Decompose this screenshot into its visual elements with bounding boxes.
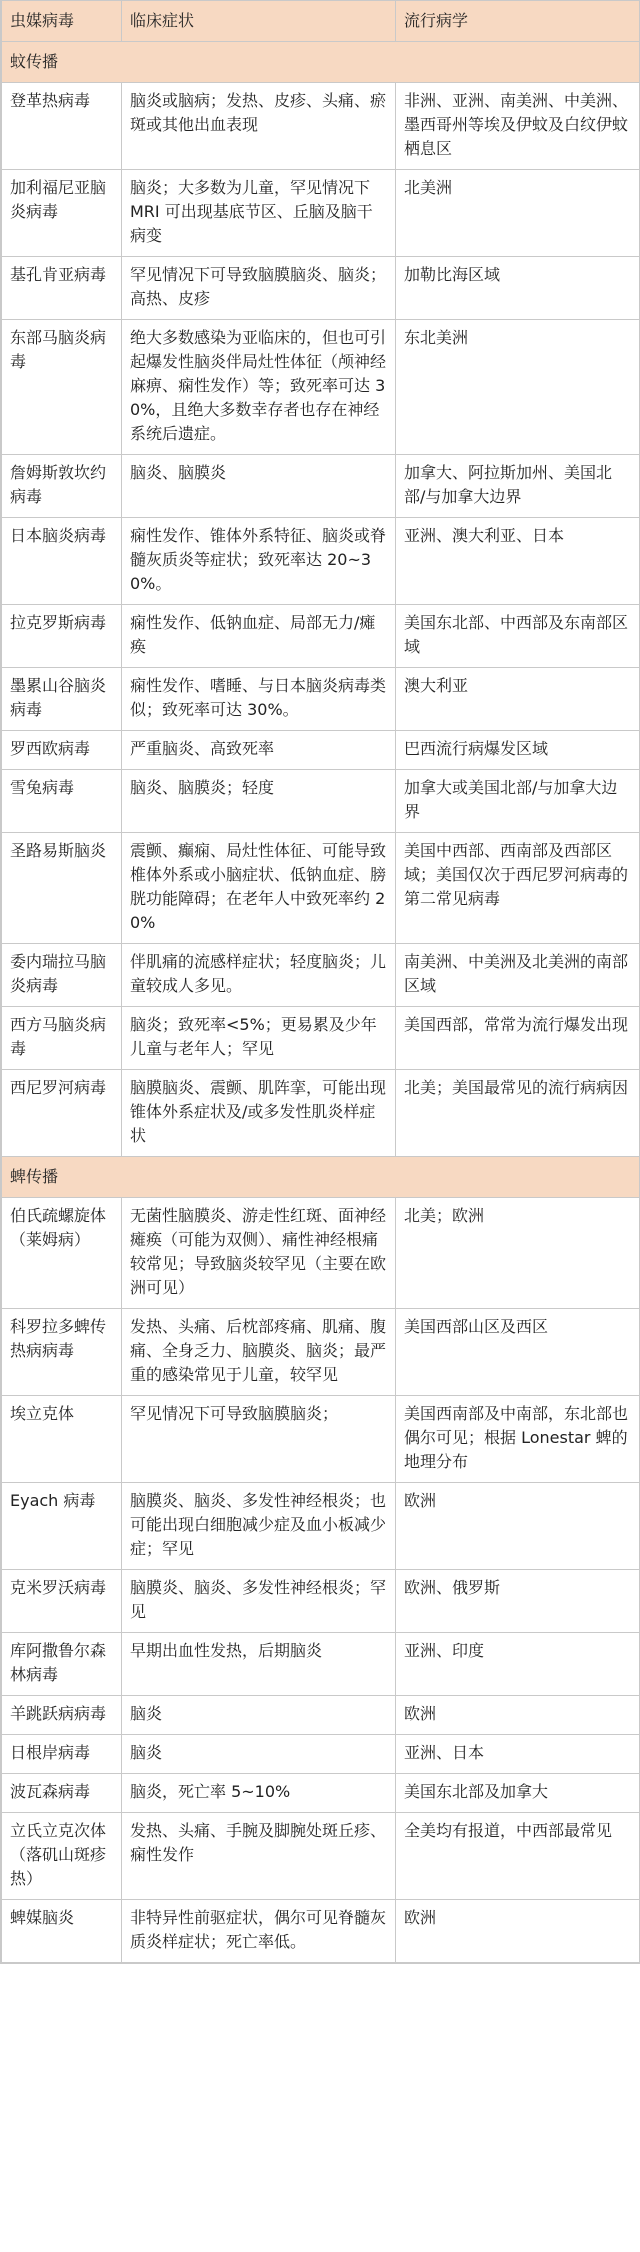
table-row: [2, 83, 640, 170]
cell-epidemiology: 北美洲: [396, 170, 640, 257]
cell-symptoms: 震颤、癫痫、局灶性体征、可能导致椎体外系或小脑症状、低钠血症、膀胱功能障碍；在老年人中致死率约 20%: [122, 833, 396, 944]
cell-virus: 雪兔病毒: [2, 770, 122, 833]
table-row: [2, 1007, 640, 1070]
cell-symptoms: 脑炎或脑病；发热、皮疹、头痛、瘀斑或其他出血表现: [122, 83, 396, 170]
cell-virus: 日根岸病毒: [2, 1735, 122, 1774]
cell-symptoms: 痫性发作、嗜睡、与日本脑炎病毒类似；致死率可达 30%。: [122, 668, 396, 731]
cell-symptoms: 早期出血性发热，后期脑炎: [122, 1633, 396, 1696]
cell-symptoms: 伴肌痛的流感样症状；轻度脑炎；儿童较成人多见。: [122, 944, 396, 1007]
cell-symptoms: 严重脑炎、高致死率: [122, 731, 396, 770]
table-row: [2, 1774, 640, 1813]
section-title: 蚊传播: [2, 42, 640, 83]
header-symptoms: 临床症状: [122, 1, 396, 42]
cell-epidemiology: 欧洲: [396, 1900, 640, 1963]
cell-epidemiology: 加拿大、阿拉斯加州、美国北部/与加拿大边界: [396, 455, 640, 518]
table-row: [2, 1633, 640, 1696]
cell-virus: 西方马脑炎病毒: [2, 1007, 122, 1070]
cell-symptoms: 无菌性脑膜炎、游走性红斑、面神经瘫痪（可能为双侧）、痛性神经根痛较常见；导致脑炎较罕见（主要在欧洲可见）: [122, 1198, 396, 1309]
arbovirus-table: [1, 0, 640, 1963]
table-row: [2, 1198, 640, 1309]
cell-virus: 羊跳跃病病毒: [2, 1696, 122, 1735]
section-row: [2, 42, 640, 83]
table-row: [2, 1570, 640, 1633]
table-row: [2, 731, 640, 770]
cell-virus: 立氏立克次体（落矶山斑疹热）: [2, 1813, 122, 1900]
table-row: [2, 770, 640, 833]
table-row: [2, 518, 640, 605]
cell-epidemiology: 北美；欧洲: [396, 1198, 640, 1309]
cell-epidemiology: 美国中西部、西南部及西部区域；美国仅次于西尼罗河病毒的第二常见病毒: [396, 833, 640, 944]
cell-symptoms: 痫性发作、低钠血症、局部无力/瘫痪: [122, 605, 396, 668]
header-epidemiology: 流行病学: [396, 1, 640, 42]
cell-symptoms: 罕见情况下可导致脑膜脑炎；: [122, 1396, 396, 1483]
cell-symptoms: 脑炎、脑膜炎: [122, 455, 396, 518]
cell-symptoms: 绝大多数感染为亚临床的，但也可引起爆发性脑炎伴局灶性体征（颅神经麻痹、痫性发作）等；致死率可达 30%，且绝大多数幸存者也存在神经系统后遗症。: [122, 320, 396, 455]
cell-epidemiology: 欧洲、俄罗斯: [396, 1570, 640, 1633]
cell-symptoms: 脑炎，死亡率 5~10%: [122, 1774, 396, 1813]
cell-epidemiology: 美国西部山区及西区: [396, 1309, 640, 1396]
cell-symptoms: 痫性发作、锥体外系特征、脑炎或脊髓灰质炎等症状；致死率达 20~30%。: [122, 518, 396, 605]
section-row: [2, 1157, 640, 1198]
cell-virus: 日本脑炎病毒: [2, 518, 122, 605]
cell-virus: 蜱媒脑炎: [2, 1900, 122, 1963]
table-row: [2, 1070, 640, 1157]
table-row: [2, 1309, 640, 1396]
cell-epidemiology: 欧洲: [396, 1696, 640, 1735]
table-row: [2, 833, 640, 944]
cell-virus: 库阿撒鲁尔森林病毒: [2, 1633, 122, 1696]
cell-virus: 西尼罗河病毒: [2, 1070, 122, 1157]
cell-epidemiology: 加勒比海区域: [396, 257, 640, 320]
cell-virus: 埃立克体: [2, 1396, 122, 1483]
cell-epidemiology: 非洲、亚洲、南美洲、中美洲、墨西哥州等埃及伊蚊及白纹伊蚊栖息区: [396, 83, 640, 170]
cell-virus: 拉克罗斯病毒: [2, 605, 122, 668]
table-row: [2, 1900, 640, 1963]
cell-epidemiology: 亚洲、澳大利亚、日本: [396, 518, 640, 605]
cell-virus: 委内瑞拉马脑炎病毒: [2, 944, 122, 1007]
cell-symptoms: 脑膜炎、脑炎、多发性神经根炎；也可能出现白细胞减少症及血小板减少症；罕见: [122, 1483, 396, 1570]
cell-symptoms: 脑炎: [122, 1735, 396, 1774]
cell-symptoms: 脑炎；致死率<5%；更易累及少年儿童与老年人；罕见: [122, 1007, 396, 1070]
cell-epidemiology: 欧洲: [396, 1483, 640, 1570]
cell-epidemiology: 亚洲、印度: [396, 1633, 640, 1696]
cell-symptoms: 非特异性前驱症状，偶尔可见脊髓灰质炎样症状；死亡率低。: [122, 1900, 396, 1963]
cell-symptoms: 脑炎、脑膜炎；轻度: [122, 770, 396, 833]
cell-virus: Eyach 病毒: [2, 1483, 122, 1570]
table-row: [2, 170, 640, 257]
table-row: [2, 1396, 640, 1483]
cell-symptoms: 脑膜脑炎、震颤、肌阵挛，可能出现锥体外系症状及/或多发性肌炎样症状: [122, 1070, 396, 1157]
table-row: [2, 257, 640, 320]
cell-virus: 墨累山谷脑炎病毒: [2, 668, 122, 731]
cell-epidemiology: 亚洲、日本: [396, 1735, 640, 1774]
table-row: [2, 1483, 640, 1570]
table-row: [2, 1696, 640, 1735]
cell-epidemiology: 南美洲、中美洲及北美洲的南部区域: [396, 944, 640, 1007]
cell-symptoms: 罕见情况下可导致脑膜脑炎、脑炎；高热、皮疹: [122, 257, 396, 320]
header-row: [2, 1, 640, 42]
cell-virus: 伯氏疏螺旋体（莱姆病）: [2, 1198, 122, 1309]
cell-epidemiology: 北美；美国最常见的流行病病因: [396, 1070, 640, 1157]
table-row: [2, 320, 640, 455]
cell-epidemiology: 加拿大或美国北部/与加拿大边界: [396, 770, 640, 833]
table-row: [2, 605, 640, 668]
cell-virus: 詹姆斯敦坎约病毒: [2, 455, 122, 518]
cell-epidemiology: 美国东北部及加拿大: [396, 1774, 640, 1813]
table-row: [2, 1735, 640, 1774]
cell-virus: 克米罗沃病毒: [2, 1570, 122, 1633]
cell-epidemiology: 巴西流行病爆发区域: [396, 731, 640, 770]
cell-epidemiology: 全美均有报道，中西部最常见: [396, 1813, 640, 1900]
header-virus: 虫媒病毒: [2, 1, 122, 42]
cell-virus: 波瓦森病毒: [2, 1774, 122, 1813]
cell-virus: 加利福尼亚脑炎病毒: [2, 170, 122, 257]
cell-epidemiology: 美国西部，常常为流行爆发出现: [396, 1007, 640, 1070]
cell-epidemiology: 澳大利亚: [396, 668, 640, 731]
cell-epidemiology: 美国西南部及中南部，东北部也偶尔可见；根据 Lonestar 蜱的地理分布: [396, 1396, 640, 1483]
cell-symptoms: 脑炎；大多数为儿童，罕见情况下 MRI 可出现基底节区、丘脑及脑干病变: [122, 170, 396, 257]
cell-symptoms: 脑膜炎、脑炎、多发性神经根炎；罕见: [122, 1570, 396, 1633]
section-title: 蜱传播: [2, 1157, 640, 1198]
table-row: [2, 944, 640, 1007]
table-row: [2, 668, 640, 731]
cell-virus: 圣路易斯脑炎: [2, 833, 122, 944]
cell-symptoms: 脑炎: [122, 1696, 396, 1735]
cell-symptoms: 发热、头痛、后枕部疼痛、肌痛、腹痛、全身乏力、脑膜炎、脑炎；最严重的感染常见于儿童，较罕见: [122, 1309, 396, 1396]
table-row: [2, 455, 640, 518]
cell-virus: 科罗拉多蜱传热病病毒: [2, 1309, 122, 1396]
table-row: [2, 1813, 640, 1900]
cell-symptoms: 发热、头痛、手腕及脚腕处斑丘疹、痫性发作: [122, 1813, 396, 1900]
cell-epidemiology: 东北美洲: [396, 320, 640, 455]
cell-epidemiology: 美国东北部、中西部及东南部区域: [396, 605, 640, 668]
cell-virus: 基孔肯亚病毒: [2, 257, 122, 320]
cell-virus: 罗西欧病毒: [2, 731, 122, 770]
cell-virus: 登革热病毒: [2, 83, 122, 170]
table-body: [2, 42, 640, 1963]
cell-virus: 东部马脑炎病毒: [2, 320, 122, 455]
